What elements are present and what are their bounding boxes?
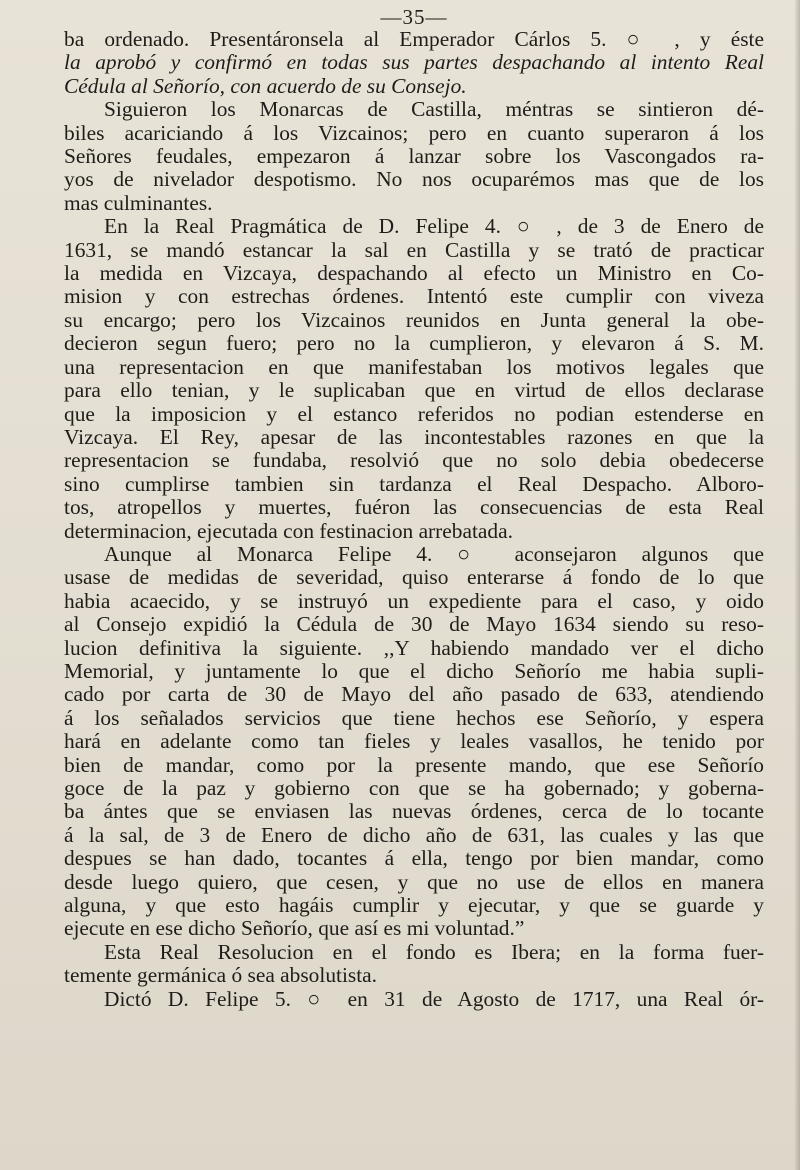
- text-line: Memorial, y juntamente lo que el dicho Señorío me habia supli-: [64, 658, 764, 683]
- text-line: á la sal, de 3 de Enero de dicho año de 631, las cuales y las que: [64, 822, 764, 847]
- text-line: goce de la paz y gobierno con que se ha gobernado; y goberna-: [64, 776, 764, 800]
- text-line: temente germánica ó sea absolutista.: [64, 963, 378, 988]
- text-line: sino cumplirse tambien sin tardanza el Real Despacho. Alboro-: [64, 471, 764, 496]
- text-line: 1631, se mandó estancar la sal en Castilla y se trató de practicar: [64, 237, 764, 262]
- text-line: yos de nivelador despotismo. No nos ocuparémos mas que de los: [64, 167, 764, 192]
- text-line: hará en adelante como tan fieles y leales vasallos, he tenido por: [64, 729, 764, 754]
- text-line: lucion definitiva la siguiente. ,,Y habiendo mandado ver el dicho: [64, 635, 764, 660]
- text-line: que la imposicion y el estanco referidos no podian estenderse en: [64, 401, 764, 426]
- text-line: bien de mandar, como por la presente mando, que ese Señorío: [64, 752, 764, 777]
- text-line: En la Real Pragmática de D. Felipe 4. ○ , de 3 de Enero de: [104, 214, 764, 239]
- text-line: cado por carta de 30 de Mayo del año pasado de 633, atendiendo: [64, 682, 764, 707]
- text-line: Aunque al Monarca Felipe 4. ○ aconsejaron algunos que: [104, 541, 764, 566]
- text-line: Vizcaya. El Rey, apesar de las incontestables razones en que la: [64, 424, 764, 449]
- page-number: —35—: [380, 5, 448, 29]
- text-line: ba ántes que se enviasen las nuevas órdenes, cerca de lo tocante: [64, 799, 764, 824]
- text-line: para ello tenian, y le suplicaban que en virtud de ellos declarase: [64, 378, 764, 403]
- text-line: mas culminantes.: [64, 190, 213, 215]
- text-line: Siguieron los Monarcas de Castilla, méntras se sintieron dé-: [104, 97, 764, 122]
- text-line: una representacion en que manifestaban los motivos legales que: [64, 354, 764, 379]
- text-line: la aprobó y confirmó en todas sus partes despachando al intento Real: [64, 50, 764, 75]
- text-line: Dictó D. Felipe 5. ○ en 31 de Agosto de 1717, una Real ór-: [104, 986, 764, 1011]
- text-line: al Consejo expidió la Cédula de 30 de Mayo 1634 siendo su reso-: [64, 612, 764, 637]
- text-line: su encargo; pero los Vizcainos reunidos en Junta general la obe-: [64, 307, 764, 332]
- text-line: usase de medidas de severidad, quiso enterarse á fondo de lo que: [64, 565, 764, 590]
- text-line: ba ordenado. Presentáronsela al Emperador Cárlos 5. ○ , y éste: [64, 27, 764, 51]
- text-line: Esta Real Resolucion en el fondo es Ibera; en la forma fuer-: [104, 939, 764, 964]
- text-line: alguna, y que esto hagáis cumplir y ejecutar, y que se guarde y: [64, 893, 764, 918]
- page-edge-shadow: [794, 0, 800, 1170]
- text-line: habia acaecido, y se instruyó un expediente para el caso, y oido: [64, 588, 764, 613]
- text-line: mision y con estrechas órdenes. Intentó este cumplir con viveza: [64, 284, 764, 309]
- text-line: determinacion, ejecutada con festinacion arrebatada.: [64, 518, 513, 543]
- text-line: la medida en Vizcaya, despachando al efecto un Ministro en Co-: [64, 261, 764, 286]
- text-line: tos, atropellos y muertes, fuéron las consecuencias de esta Real: [64, 495, 764, 520]
- text-line: desde luego quiero, que cesen, y que no use de ellos en manera: [64, 869, 764, 894]
- text-line: representacion se fundaba, resolvió que no solo debia obedecerse: [64, 448, 764, 473]
- text-line: Cédula al Señorío, con acuerdo de su Consejo.: [64, 73, 467, 98]
- text-line: ejecute en ese dicho Señorío, que así es mi voluntad.”: [64, 916, 525, 941]
- text-line: á los señalados servicios que tiene hechos ese Señorío, y espera: [64, 705, 764, 730]
- text-line: biles acariciando á los Vizcainos; pero en cuanto superaron á los: [64, 120, 764, 145]
- text-line: decieron segun fuero; pero no la cumplieron, y elevaron á S. M.: [64, 331, 764, 356]
- text-line: despues se han dado, tocantes á ella, tengo por bien mandar, como: [64, 846, 764, 871]
- text-line: Señores feudales, empezaron á lanzar sobre los Vascongados ra-: [64, 144, 764, 169]
- body-text: [64, 28, 764, 1011]
